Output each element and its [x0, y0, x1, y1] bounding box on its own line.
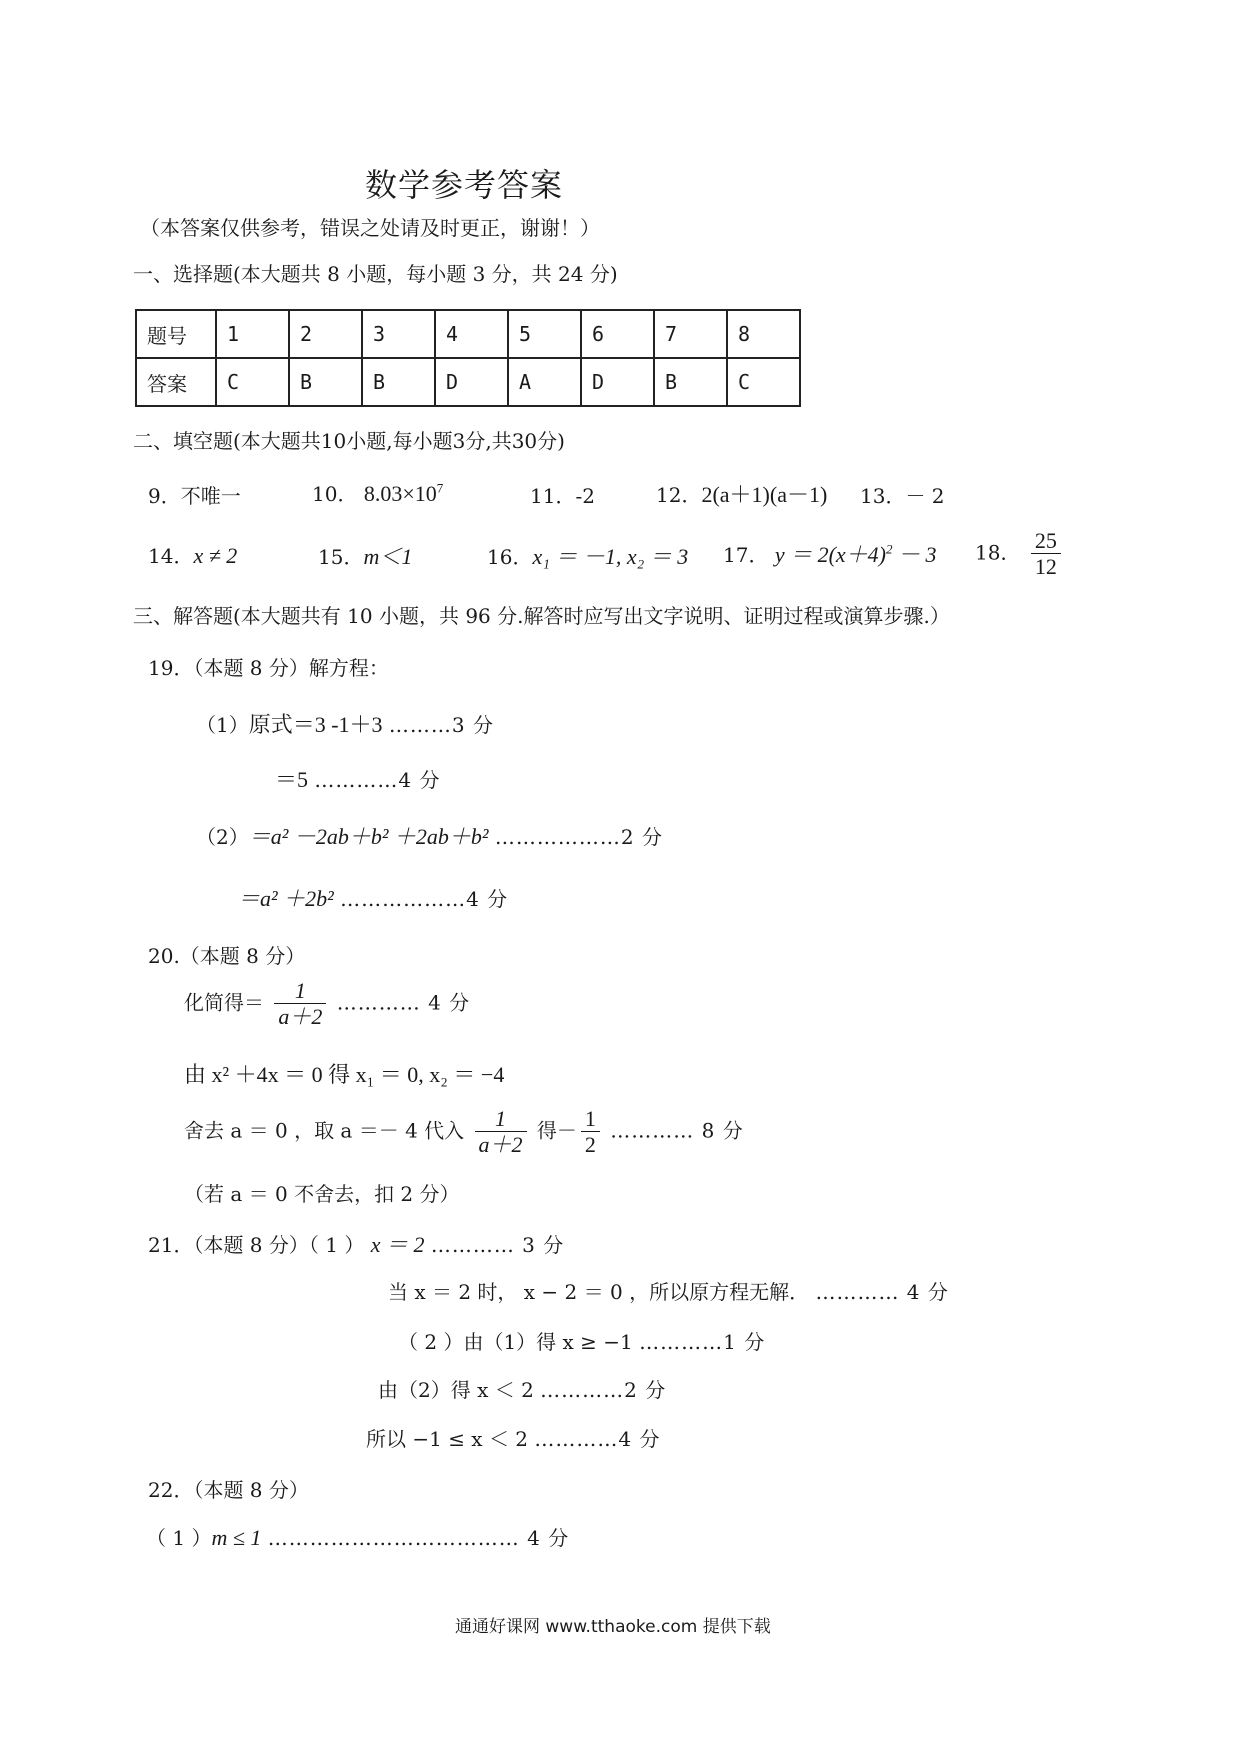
q20-line-1 [184, 978, 470, 1030]
q20-line-2 [184, 1058, 504, 1089]
fraction-numerator: 1 [584, 1106, 596, 1131]
fraction [475, 1106, 527, 1158]
q21-line-5 [366, 1423, 660, 1452]
solution-step: ＝5 [275, 767, 309, 792]
q19-title: 19．（本题 8 分）解方程： [148, 656, 389, 680]
table-cell: 8 [727, 310, 800, 358]
page-title: 数学参考答案 [365, 166, 564, 204]
answer-q13 [860, 480, 945, 509]
question-number: 13． [860, 484, 906, 508]
answer-exponent: 2 [886, 541, 893, 557]
q22-line-1 [146, 1522, 569, 1551]
answer-text: -2 [575, 484, 595, 508]
question-number: 17． [723, 543, 769, 567]
score-note: ……………………………… 4 分 [267, 1526, 570, 1550]
q19-line-1 [196, 708, 494, 739]
table-cell: C [727, 358, 800, 406]
table-header-cell: 题号 [136, 310, 216, 358]
answer-q10 [312, 478, 443, 507]
solution-step: 原式＝3 -1＋3 [248, 712, 383, 737]
table-header-cell: 答案 [136, 358, 216, 406]
table-cell: 5 [508, 310, 581, 358]
section-3-heading: 三、解答题(本大题共有 10 小题，共 96 分.解答时应写出文字说明、证明过程或演算步骤.） [133, 604, 950, 628]
question-number: 9． [148, 484, 181, 508]
fraction-numerator: 1 [495, 1106, 507, 1131]
solution-step: 舍去 a ＝ 0 ，取 a ＝－ 4 代入 [184, 1118, 465, 1143]
table-cell: B [289, 358, 362, 406]
solution-step: 由 x² ＋4x ＝ 0 得 x₁ ＝ 0, x₂ ＝ −4 [184, 1062, 505, 1087]
answer-math: x ≠ 2 [193, 543, 238, 568]
q20-line-3 [184, 1106, 744, 1158]
score-note: ………3 分 [388, 713, 495, 737]
score-note: …………2 分 [540, 1378, 667, 1402]
table-cell: D [581, 358, 654, 406]
answer-part: y ＝ 2(x＋4) [774, 542, 886, 567]
table-cell: D [435, 358, 508, 406]
score-note: …………4 分 [314, 768, 441, 792]
answer-q16 [487, 540, 688, 571]
q21-line-3 [398, 1326, 765, 1355]
table-cell: C [216, 358, 289, 406]
fraction-denominator: 12 [1031, 553, 1061, 579]
part-label: （2） [196, 825, 249, 849]
fraction-numerator: 25 [1034, 528, 1057, 553]
table-cell: 2 [289, 310, 362, 358]
answer-q11 [530, 480, 595, 509]
answer-text: － 2 [905, 484, 945, 508]
answer-math [364, 481, 443, 506]
answer-q12 [656, 478, 827, 509]
solution-label: 化简得＝ [184, 990, 264, 1015]
answer-math: m＜1 [363, 544, 413, 569]
table-cell: A [508, 358, 581, 406]
q19-line-3 [196, 820, 663, 851]
question-number: 11． [530, 484, 576, 508]
section-1-heading: 一、选择题(本大题共 8 小题，每小题 3 分，共 24 分) [133, 262, 618, 286]
question-number: 14． [148, 544, 194, 568]
q19-line-4 [238, 882, 508, 913]
q21-line-2 [388, 1276, 949, 1305]
answer-math [775, 542, 937, 567]
score-note: ………… 4 分 [336, 990, 471, 1015]
fraction-denominator: 2 [581, 1131, 600, 1157]
table-cell: 4 [435, 310, 508, 358]
table-row-answers [136, 358, 800, 406]
answer-math: 2(a＋1)(a－1) [701, 482, 828, 507]
q19-line-2 [275, 763, 440, 794]
answer-q9 [148, 480, 241, 509]
solution-step: 当 x ＝ 2 时， x − 2 ＝ 0 ，所以原方程无解． [388, 1280, 810, 1304]
answer-base: 8.03×10 [363, 481, 437, 506]
choice-answer-table [135, 309, 801, 407]
solution-step: ＝a² －2ab＋b² ＋2ab＋b² [248, 824, 489, 849]
question-number: 10． [312, 482, 358, 506]
fraction [274, 978, 326, 1030]
answer-q15 [318, 540, 412, 571]
fraction-denominator: a＋2 [475, 1131, 527, 1157]
fraction-denominator: a＋2 [274, 1003, 326, 1029]
part-label: （1） [196, 713, 249, 737]
score-note: ………………2 分 [494, 825, 663, 849]
part-label: （ 1 ） [146, 1526, 212, 1550]
fraction [1031, 528, 1061, 580]
section-2-heading: 二、填空题(本大题共10小题,每小题3分,共30分) [133, 429, 565, 453]
table-cell: 6 [581, 310, 654, 358]
fraction-numerator: 1 [294, 978, 306, 1003]
q22-title: 22．（本题 8 分） [148, 1478, 309, 1502]
question-number: 18． [975, 540, 1021, 565]
answer-text: 不唯一 [180, 484, 241, 508]
score-note: …………4 分 [534, 1427, 661, 1451]
fraction [581, 1106, 600, 1158]
score-note: ………………4 分 [340, 887, 509, 911]
q21-line-1 [148, 1228, 564, 1259]
answer-part: － 3 [892, 542, 937, 567]
solution-step: 由（2）得 x ＜ 2 [378, 1378, 534, 1402]
solution-step: m ≤ 1 [211, 1525, 262, 1550]
answer-q18 [975, 528, 1065, 580]
table-cell: 7 [654, 310, 727, 358]
q20-line-4: （若 a ＝ 0 不舍去，扣 2 分） [184, 1182, 460, 1206]
score-note: …………1 分 [639, 1330, 766, 1354]
disclaimer-note: （本答案仅供参考，错误之处请及时更正，谢谢！） [140, 216, 600, 240]
question-number: 16． [487, 545, 533, 569]
score-note: ………… 4 分 [815, 1280, 949, 1304]
table-cell: 3 [362, 310, 435, 358]
score-note: ………… 3 分 [430, 1233, 565, 1257]
solution-step: 得－ [536, 1118, 577, 1143]
table-cell: B [362, 358, 435, 406]
solution-step: （ 2 ）由（1）得 x ≥ −1 [398, 1330, 633, 1354]
solution-step: x ＝ 2 [370, 1232, 425, 1257]
answer-math: x₁ ＝ －1, x₂ ＝ 3 [532, 544, 689, 569]
table-cell: 1 [216, 310, 289, 358]
table-row-numbers [136, 310, 800, 358]
score-note: ………… 8 分 [610, 1118, 744, 1143]
question-number: 12． [656, 483, 702, 507]
q21-line-4 [378, 1374, 666, 1403]
q20-title: 20.（本题 8 分） [148, 944, 306, 968]
answer-q17 [723, 538, 937, 569]
page-footer: 通通好课网 www.tthaoke.com 提供下载 [455, 1617, 771, 1637]
solution-step: ＝a² ＋2b² [238, 886, 334, 911]
answer-exponent: 7 [436, 480, 444, 496]
table-cell: B [654, 358, 727, 406]
question-number: 15． [318, 545, 364, 569]
solution-step: 所以 −1 ≤ x ＜ 2 [366, 1427, 529, 1451]
answer-q14 [148, 540, 237, 569]
q21-title: 21．（本题 8 分）（ 1 ） [148, 1233, 365, 1257]
